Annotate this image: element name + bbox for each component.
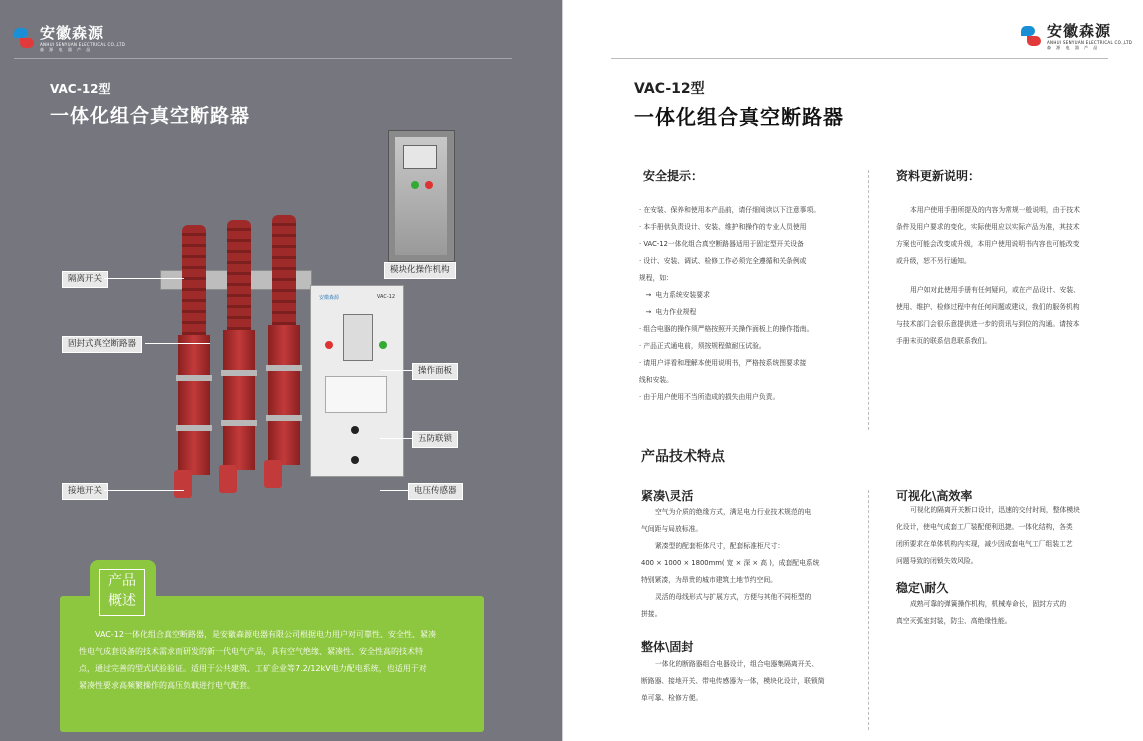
safety-line: · 在安装、保养和使用本产品前，请仔细阅读以下注意事项。 [639, 206, 821, 214]
leader-line [104, 278, 184, 279]
integral-text [641, 656, 825, 707]
overview-line: 点，通过完善的型式试验验证。适用于公共建筑、工矿企业等7.2/12kV电力配电系统，也适用于对 [79, 664, 427, 673]
product-title: 一体化组合真空断路器 [634, 105, 844, 129]
product-model: VAC-12型 [634, 81, 705, 97]
stable-line: 成熟可靠的弹簧操作机构，机械寿命长，固封方式的 [910, 600, 1067, 608]
safety-heading: 安全提示： [643, 169, 704, 183]
brand-slogan: 森 源 电 器 产 品 [1047, 45, 1100, 50]
stable-heading: 稳定\耐久 [896, 581, 949, 595]
visual-line: 可视化的隔离开关断口设计，迅速的交付时间，整体模块 [910, 506, 1080, 514]
interlock-knob-icon [351, 426, 359, 434]
update-para-1 [896, 202, 1080, 270]
green-button-icon [379, 341, 387, 349]
product-title: 一体化组合真空断路器 [50, 105, 251, 127]
brand-logo-right [1021, 24, 1132, 50]
visual-line: 化设计，使电气成套工厂装配便利迅捷。一体化结构，各类 [896, 523, 1073, 531]
overview-badge-label [99, 569, 145, 616]
voltage-sensor-3 [264, 460, 282, 488]
callout-voltage-sensor: 电压传感器 [408, 483, 463, 500]
logo-mark-icon [14, 26, 36, 52]
callout-sealed-breaker: 固封式真空断路器 [62, 336, 142, 353]
brand-logo-left [14, 26, 125, 52]
safety-line: · 本手册供负责设计、安装、维护和操作的专业人员使用 [639, 223, 807, 231]
safety-line: · 组合电器的操作须严格按照开关操作面板上的操作指南。 [639, 325, 814, 333]
column-divider [868, 490, 869, 730]
stable-line: 真空灭弧室封装，防尘、高绝缘性能。 [896, 617, 1012, 625]
safety-line: 规程，如： [639, 274, 673, 282]
compact-heading: 紧凑\灵活 [641, 489, 694, 503]
badge-line-2: 概述 [108, 593, 136, 609]
visual-line: 闭所要求在单体机构内实现，减少因成套电气工厂组装工艺 [896, 540, 1073, 548]
safety-line: · 由于用户使用不当所造成的损失由用户负责。 [639, 393, 780, 401]
update-line: 本用户使用手册所提及的内容为常规一般说明，由于技术 [910, 206, 1080, 214]
overview-line: VAC-12一体化组合真空断路器，是安徽森源电器有限公司根据电力用户对可靠性、安全性、紧凑 [95, 630, 436, 639]
compact-line: 空气为介质的绝缘方式，满足电力行业技术规范的电 [655, 508, 812, 516]
callout-isolating-switch: 隔离开关 [62, 271, 108, 288]
update-para-2 [896, 282, 1080, 350]
overview-line: 性电气成套设备的技术需求而研发的新一代电气产品，具有空气绝缘、紧凑性、安全性高的技术特 [79, 647, 423, 656]
update-line: 条件及用户要求的变化，实际使用应以实际产品为准，其技术 [896, 223, 1080, 231]
safety-line: → 电力作业规程 [639, 308, 697, 316]
panel-brand: 安徽森源 [319, 295, 340, 301]
integral-line: 断路器、接地开关、带电传感器为一体，模块化设计，联锁简 [641, 677, 825, 685]
visual-line: 问题导致的闭锁失效风险。 [896, 557, 978, 565]
compact-line: 紧凑型的配套柜体尺寸，配套标准柜尺寸： [655, 542, 785, 550]
brand-english: ANHUI SENYUAN ELECTRICAL CO.,LTD [1047, 40, 1133, 45]
visual-text [896, 502, 1080, 570]
leader-line [380, 370, 412, 371]
header-divider [14, 58, 512, 59]
leader-line [380, 490, 408, 491]
safety-line: · 请用户详看和理解本使用说明书，严格按系统图要求接 [639, 359, 807, 367]
callout-five-prevention: 五防联锁 [412, 431, 458, 448]
panel-model: VAC-12 [376, 294, 395, 300]
update-line: 手册末页的联系信息联系我们。 [896, 337, 992, 345]
right-page [562, 0, 1143, 741]
safety-line: · VAC-12一体化组合真空断路器适用于固定型开关设备 [639, 240, 804, 248]
column-divider [868, 170, 869, 430]
integral-line: 一体化的断路器组合电器设计，组合电器集隔离开关、 [655, 660, 819, 668]
safety-list [639, 202, 820, 406]
mechanism-red-indicator-icon [425, 181, 433, 189]
instruction-plate [325, 376, 387, 413]
left-page [0, 0, 562, 741]
brand-slogan: 森 源 电 器 产 品 [40, 47, 93, 52]
update-line: 使用、维护、检修过程中有任何问题或建议，我们的服务机构 [896, 303, 1080, 311]
update-line: 或升级，恕不另行通知。 [896, 257, 971, 265]
logo-mark-icon [1021, 24, 1043, 50]
update-heading: 资料更新说明： [896, 169, 981, 183]
compact-text [641, 504, 819, 623]
operating-panel [310, 285, 404, 477]
integral-line: 单可靠、检修方便。 [641, 694, 703, 702]
red-button-icon [325, 341, 333, 349]
compact-line: 灵活的母线形式与扩展方式，方便与其他不同柜型的 [655, 593, 812, 601]
overview-text [79, 626, 467, 694]
callout-modular-mechanism: 模块化操作机构 [384, 262, 456, 279]
update-line: 方案也可能会改变或升级，本用户使用说明书内容也可能改变 [896, 240, 1080, 248]
safety-line: · 产品正式通电前，须按规程做耐压试验。 [639, 342, 766, 350]
compact-line: 特别紧凑，为昂贵的城市建筑土地节约空间。 [641, 576, 777, 584]
safety-line: → 电力系统安装要求 [639, 291, 710, 299]
panel-window [343, 314, 373, 361]
voltage-sensor-2 [219, 465, 237, 493]
compact-line: 气间距与局放标准。 [641, 525, 703, 533]
product-model: VAC-12型 [50, 82, 111, 96]
features-heading: 产品技术特点 [641, 449, 725, 465]
header-divider [611, 58, 1108, 59]
safety-line: 线和安装。 [639, 376, 673, 384]
voltage-sensor-1 [174, 470, 192, 498]
update-line: 与技术部门会很乐意提供进一步的资讯与到位的沟通。请按本 [896, 320, 1080, 328]
compact-line: 拼接。 [641, 610, 662, 618]
leader-line [380, 438, 412, 439]
leader-line [104, 490, 184, 491]
callout-grounding-switch: 接地开关 [62, 483, 108, 500]
safety-line: · 设计、安装、调试、检修工作必须完全遵循和关条例或 [639, 257, 807, 265]
visual-heading: 可视化\高效率 [896, 489, 973, 503]
brand-name: 安徽森源 [40, 24, 105, 42]
compact-line: 400 × 1000 × 1800mm( 宽 × 深 × 高 )，成套配电系统 [641, 559, 820, 567]
callout-operating-panel: 操作面板 [412, 363, 458, 380]
leader-line [145, 343, 210, 344]
brand-name: 安徽森源 [1047, 22, 1112, 40]
update-line: 用户如对此使用手册有任何疑问，或在产品设计、安装、 [910, 286, 1080, 294]
overview-line: 紧凑性要求高频繁操作的高压负载进行电气配套。 [79, 681, 255, 690]
stable-text [896, 596, 1066, 630]
mechanism-inset [388, 130, 455, 262]
grounding-knob-icon [351, 456, 359, 464]
integral-heading: 整体\固封 [641, 640, 694, 654]
badge-line-1: 产品 [108, 573, 136, 589]
brand-english: ANHUI SENYUAN ELECTRICAL CO.,LTD [40, 42, 126, 47]
breaker-illustration [140, 200, 420, 510]
mechanism-green-indicator-icon [411, 181, 419, 189]
